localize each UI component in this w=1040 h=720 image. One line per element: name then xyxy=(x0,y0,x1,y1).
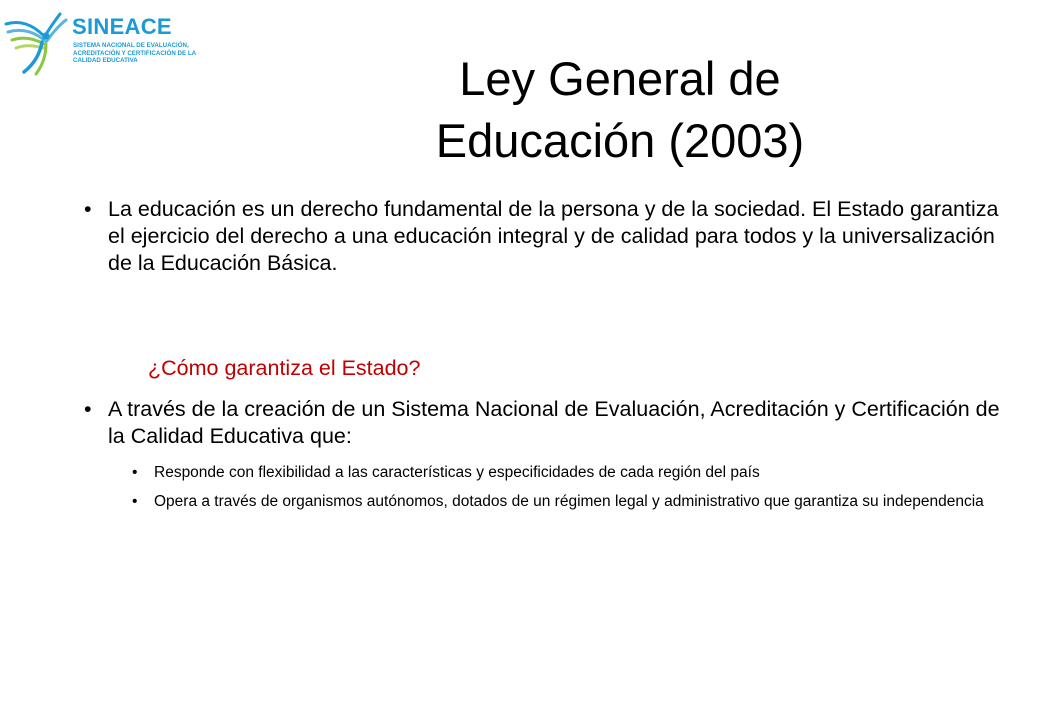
sub-bullet-text: Responde con flexibilidad a las características y especificidades de cada región del país xyxy=(154,464,760,481)
bullet-marker: • xyxy=(84,397,92,421)
question-text: ¿Cómo garantiza el Estado? xyxy=(148,356,421,380)
bullet-text: A través de la creación de un Sistema Nacional de Evaluación, Acreditación y Certificación de la Calidad Educativa que: xyxy=(108,397,1000,448)
bullet-item xyxy=(84,196,1009,277)
slide-title: Ley General de Educación (2003) xyxy=(435,52,805,167)
sineace-logo xyxy=(2,6,202,76)
sub-bullet-marker: • xyxy=(132,464,138,481)
logo-name: SINEACE xyxy=(72,14,172,39)
sub-bullet-item xyxy=(132,463,1012,482)
sub-bullet-item xyxy=(132,492,1012,511)
logo-subtitle: SISTEMA NACIONAL DE EVALUACIÓN, ACREDITACIÓN Y CERTIFICACIÓN DE LA CALIDAD EDUCATIVA xyxy=(73,42,196,65)
bullet-item xyxy=(84,396,1009,450)
sub-bullet-marker: • xyxy=(132,493,138,510)
bullet-text: La educación es un derecho fundamental de la persona y de la sociedad. El Estado garantiza el ejercicio del derecho a una educación integral y de calidad para todos y la universalización de la Educación Básica. xyxy=(108,197,999,275)
bullet-marker: • xyxy=(84,197,92,221)
sub-bullet-text: Opera a través de organismos autónomos, dotados de un régimen legal y administrativo que garantiza su independencia xyxy=(154,493,984,510)
bird-logo-icon xyxy=(2,6,74,78)
